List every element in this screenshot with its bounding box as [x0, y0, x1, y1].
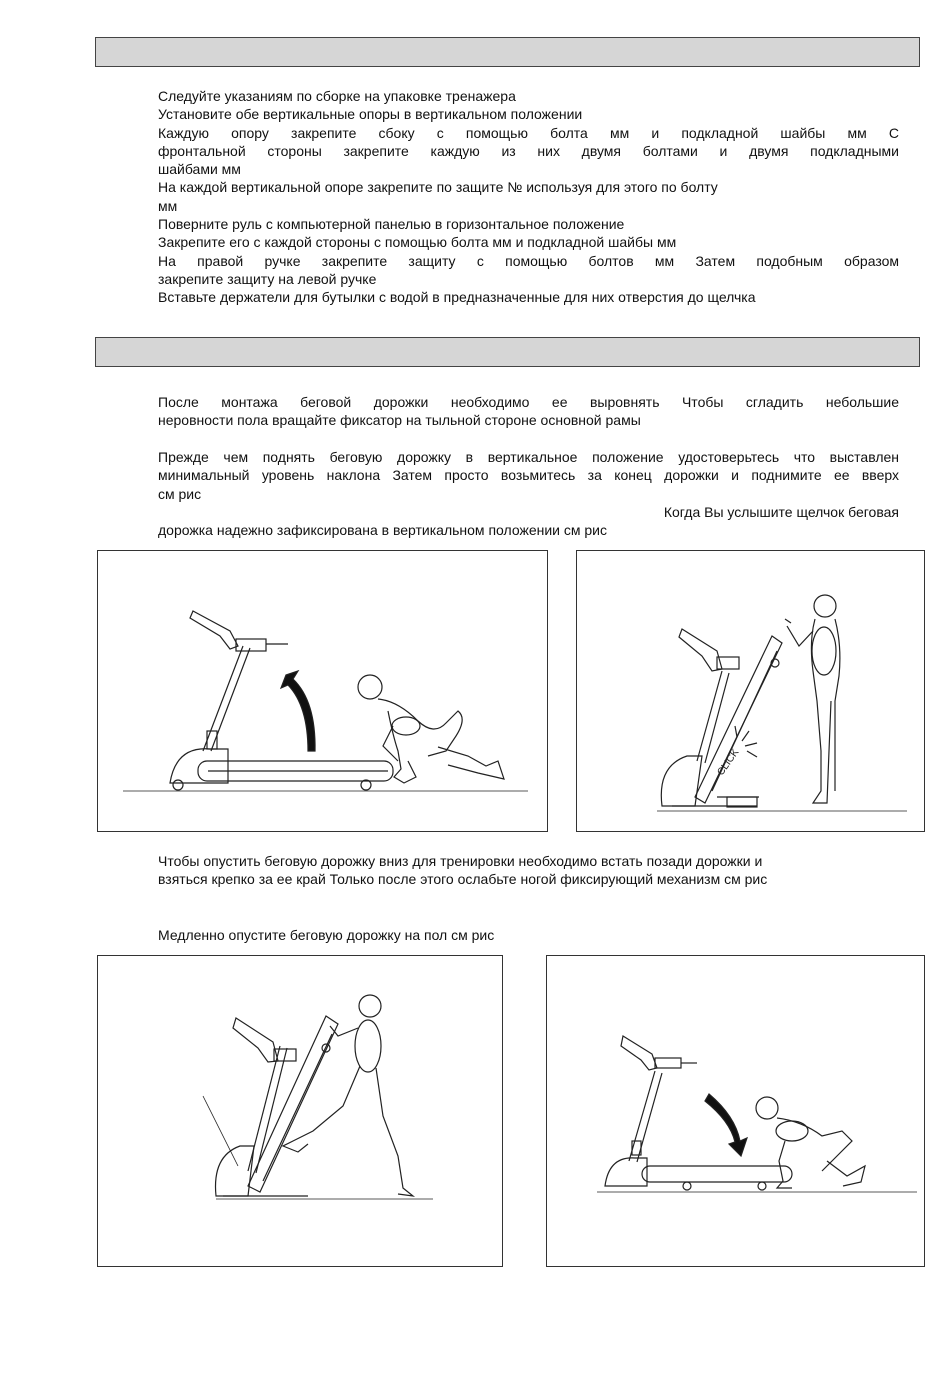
figure-folded-click [576, 550, 925, 832]
leveling-paragraph [158, 393, 899, 430]
text-line: шайбами мм [158, 161, 241, 178]
text-line: закрепите защиту на левой ручке [158, 270, 377, 287]
text-line: мм [158, 197, 178, 214]
text-line: Каждую опору закрепите сбоку с помощью болта мм и подкладной шайбы мм С [158, 124, 899, 141]
figure-lower-to-floor [546, 955, 925, 1267]
text-line: минимальный уровень наклона Затем просто возьмитесь за конец дорожки и поднимите ее вверх [158, 467, 899, 484]
section-header-bar-assembly [95, 37, 920, 67]
text-line: Поверните руль с компьютерной панелью в горизонтальное положение [158, 216, 625, 233]
text-line: Закрепите его с каждой стороны с помощью болта мм и подкладной шайбы мм [158, 234, 677, 251]
text-line: дорожка надежно зафиксирована в вертикальном положении см рис [158, 522, 607, 539]
text-line: неровности пола вращайте фиксатор на тыльной стороне основной рамы [158, 412, 641, 429]
text-line: Вставьте держатели для бутылки с водой в предназначенные для них отверстия до щелчка [158, 289, 756, 306]
lift-paragraph [158, 448, 899, 539]
figure-release-mechanism [97, 955, 503, 1267]
text-line: Следуйте указаниям по сборке на упаковке тренажера [158, 88, 516, 104]
text-line: Чтобы опустить беговую дорожку вниз для тренировки необходимо встать позади дорожки и [158, 853, 763, 869]
text-line: фронтальной стороны закрепите каждую из них двумя болтами и двумя подкладными [158, 142, 899, 159]
text-line: Прежде чем поднять беговую дорожку в вертикальное положение удостоверьтесь что выставлен [158, 449, 899, 465]
text-line: После монтажа беговой дорожки необходимо ее выровнять Чтобы сгладить небольшие [158, 394, 899, 410]
text-line: Медленно опустите беговую дорожку на пол см рис [158, 927, 495, 943]
section-header-bar-operation [95, 337, 920, 367]
assembly-instructions [158, 87, 899, 307]
text-line: взяться крепко за ее край Только после этого ослабьте ногой фиксирующий механизм см рис [158, 871, 768, 888]
text-line: Когда Вы услышите щелчок беговая [663, 503, 899, 520]
slow-lower-paragraph [158, 926, 899, 944]
figure-lift-treadmill [97, 550, 548, 832]
lower-paragraph [158, 852, 899, 889]
text-line: На каждой вертикальной опоре закрепите по защите № используя для этого по болту [158, 179, 718, 196]
click-label: CLICK [715, 747, 742, 778]
text-line: см рис [158, 485, 202, 502]
text-line: На правой ручке закрепите защиту с помощью болтов мм Затем подобным образом [158, 252, 899, 269]
text-line: Установите обе вертикальные опоры в вертикальном положении [158, 106, 583, 123]
